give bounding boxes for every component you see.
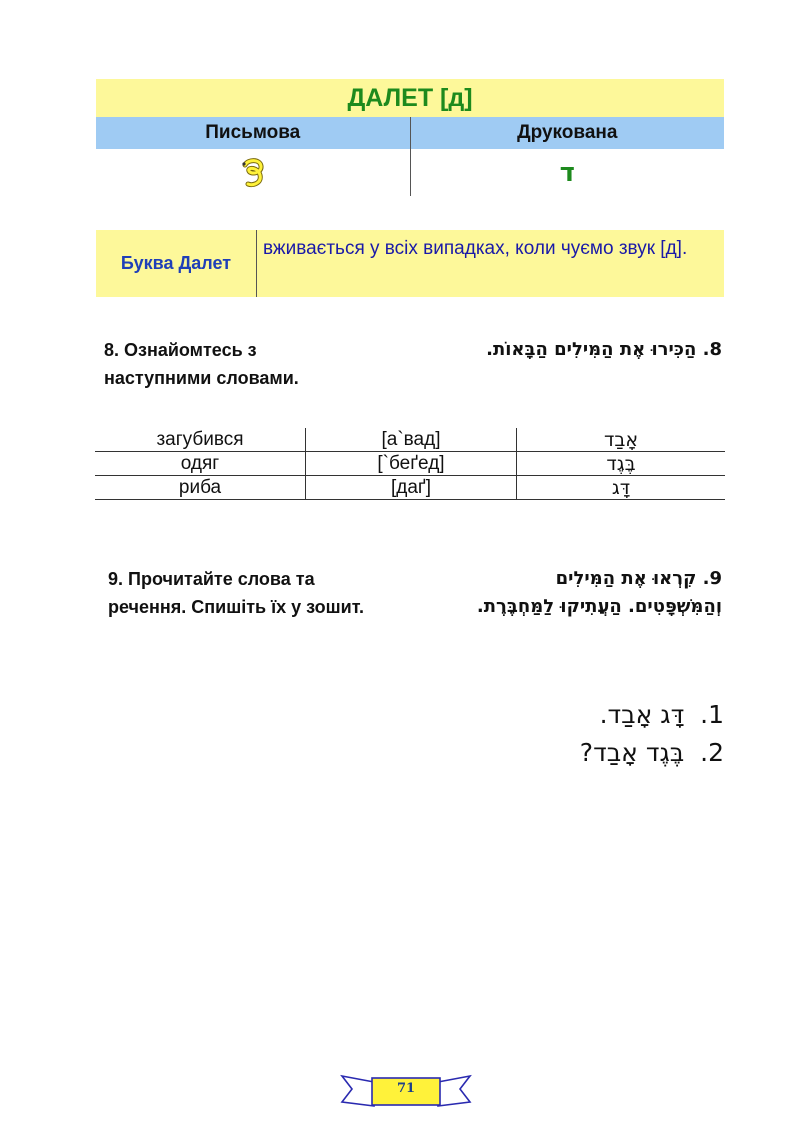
table-row [95, 476, 725, 500]
task9-he: 9. קִרְאוּ אֶת הַמִּילִים וְהַמִּשְׁפָּטִים. הַעֲתִיקוּ לַמַּחְבֶּרֶת. [476, 568, 722, 617]
sentence-1 [600, 700, 724, 729]
sentence-text: בֶּגֶד אָבַד? [579, 738, 685, 767]
table-row [95, 452, 725, 476]
printed-column-header: Друкована [517, 122, 618, 143]
rule-text: вживається у всіх випадках, коли чуємо звук [д]. [263, 238, 688, 259]
handwritten-letter-cell [96, 149, 411, 196]
sentence-text: דָּג אָבַד. [599, 700, 685, 729]
task9-ua: 9. Прочитайте слова та речення. Спишіть їх у зошит. [108, 569, 364, 617]
letter-table-header [96, 117, 724, 149]
sentence-2 [580, 738, 724, 767]
rule-box [96, 230, 724, 297]
page-number-badge [340, 1070, 472, 1110]
letter-table [96, 79, 724, 196]
letter-table-row [96, 149, 724, 196]
word-transcription: [а`вад] [306, 428, 517, 452]
word-ua: риба [95, 476, 306, 500]
printed-letter: ד [559, 157, 575, 188]
task8-ua: 8. Ознайомтесь з наступними словами. [104, 340, 299, 388]
word-transcription: [`беґед] [306, 452, 517, 476]
letter-title: ДАЛЕТ [д] [96, 79, 724, 117]
word-he: דָּג [517, 476, 726, 500]
sentence-number: 1. [700, 700, 724, 729]
printed-letter-cell [411, 149, 725, 196]
word-transcription: [даґ] [306, 476, 517, 500]
word-he: בֶּגֶד [517, 452, 726, 476]
rule-name: Буква Далет [96, 230, 257, 297]
page-number: 71 [396, 1081, 416, 1096]
task8-he: 8. הַכִּירוּ אֶת הַמִּילִים הַבָּאוֹת. [486, 339, 722, 360]
word-ua: одяг [95, 452, 306, 476]
words-table [95, 428, 725, 500]
sentence-number: 2. [700, 738, 724, 767]
word-he: אָבַד [517, 428, 726, 452]
word-ua: загубився [95, 428, 306, 452]
handwritten-column-header: Письмова [96, 117, 411, 149]
handwritten-dalet-icon [236, 153, 270, 193]
table-row [95, 428, 725, 452]
